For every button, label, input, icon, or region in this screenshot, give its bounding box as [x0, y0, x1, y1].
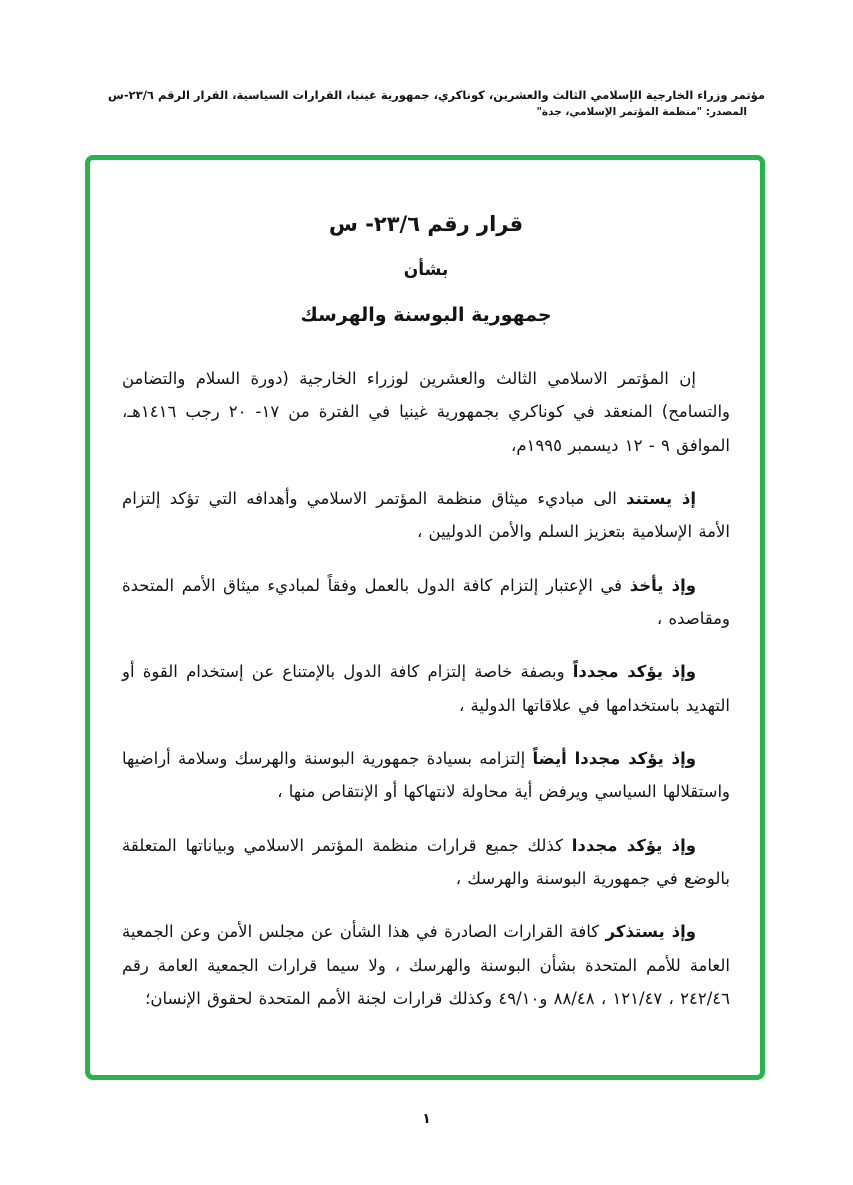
header-source-line: المصدر: "منظمة المؤتمر الإسلامي، جدة" [536, 106, 747, 119]
paragraph-text: وبصفة خاصة إلتزام كافة الدول بالإمتناع عن إستخدام القوة أو التهديد باستخدامها في علاقاتها الدولية ، [122, 662, 730, 715]
paragraph-lead: وإذ يؤكد مجدداً [572, 662, 696, 682]
paragraph-text: كافة القرارات الصادرة في هذا الشأن عن مجلس الأمن وعن الجمعية العامة للأمم المتحدة بشأن البوسنة والهرسك ، ولا سيما قرارات الجمعية العامة رقم ٢٤٢/٤٦ ، ١٢١/٤٧ ، ٨٨/٤٨ و٤٩/١٠ وكذلك قرارات لجنة الأمم المتحدة لحقوق الإنسان؛ [122, 922, 730, 1008]
body-paragraph [122, 829, 730, 896]
paragraph-lead: وإذ يأخذ [629, 575, 697, 595]
header-citation-line: مؤتمر وزراء الخارجية الإسلامي الثالث والعشرين، كوناكري، جمهورية غينيا، القرارات السياسية، القرار الرقم ٢٣/٦-س [108, 88, 765, 102]
paragraph-text: كذلك جميع قرارات منظمة المؤتمر الاسلامي وبياناتها المتعلقة بالوضع في جمهورية البوسنة والهرسك ، [122, 835, 730, 888]
paragraph-text: إلتزامه بسيادة جمهورية البوسنة والهرسك وسلامة أراضيها واستقلالها السياسي ويرفض أية محاولة لانتهاكها أو الإنتقاص منها ، [122, 748, 730, 802]
paragraph-text: في الإعتبار إلتزام كافة الدول بالعمل وفقاً لمباديء ميثاق الأمم المتحدة ومقاصده ، [122, 575, 730, 628]
paragraph-lead: وإذ يؤكد مجددا [571, 835, 697, 855]
paragraph-text: إن المؤتمر الاسلامي الثالث والعشرين لوزراء الخارجية (دورة السلام والتضامن والتسامح) المنعقد في كوناكري بجمهورية غينيا في الفترة من ١٧- ٢٠ رجب ١٤١٦هـ، الموافق ٩ - ١٢ ديسمبر ١٩٩٥م، [122, 369, 731, 455]
resolution-number-title: قرار رقم ٢٣/٦- س [328, 212, 524, 236]
resolution-title-block [122, 212, 730, 326]
page-number: ١ [422, 1111, 431, 1127]
highlighted-region [85, 155, 765, 1080]
body-paragraph [122, 915, 730, 1015]
body-paragraph [122, 482, 730, 549]
body-paragraph [122, 742, 730, 809]
body-paragraph [122, 655, 730, 722]
resolution-subject-label: بشأن [403, 260, 449, 280]
resolution-subject-title: جمهورية البوسنة والهرسك [300, 304, 552, 326]
body-paragraph [122, 362, 730, 462]
paragraph-lead: إذ يستند [626, 488, 696, 508]
resolution-body [122, 362, 730, 1015]
paragraph-lead: وإذ يؤكد مجددا أيضاً [532, 748, 696, 768]
document-header [90, 86, 765, 122]
paragraph-lead: وإذ يستذكر [605, 922, 696, 942]
body-paragraph [122, 569, 730, 636]
paragraph-text: الى مباديء ميثاق منظمة المؤتمر الاسلامي وأهدافه التي تؤكد إلتزام الأمة الإسلامية بتعزيز السلم والأمن الدوليين ، [122, 488, 730, 542]
